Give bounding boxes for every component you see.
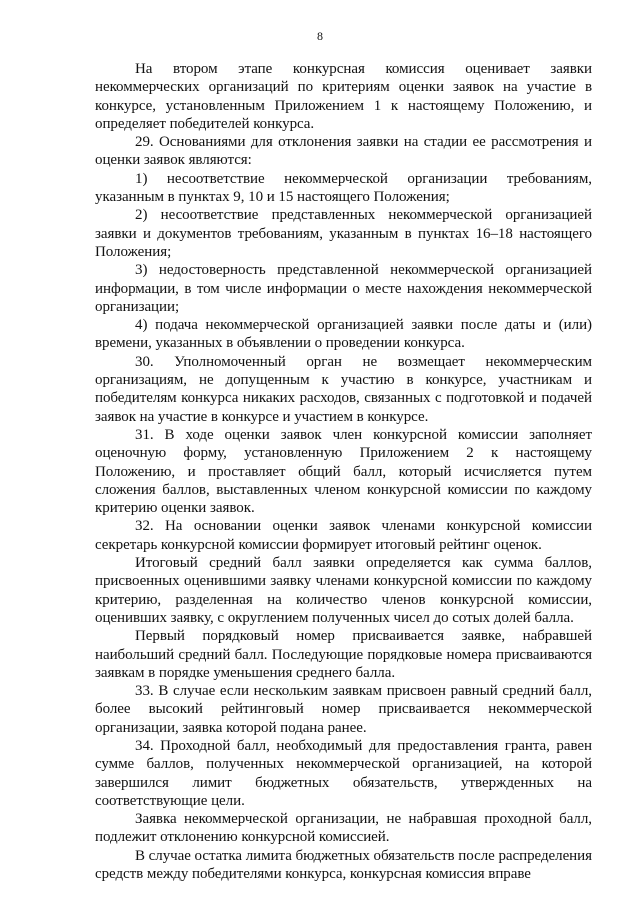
list-item: 2) несоответствие представленных некоммерческой организацией заявки и документов требованиям, указанным в пунктах 16–18 настоящего Положения; [95, 207, 592, 260]
page-number: 8 [317, 29, 323, 43]
paragraph: 34. Проходной балл, необходимый для предоставления гранта, равен сумме баллов, полученных некоммерческой организацией, на которой завершился лимит бюджетных обязательств, утвержденных на соответствующие цели. [95, 737, 592, 809]
paragraph: Итоговый средний балл заявки определяется как сумма баллов, присвоенных оценившими заявку членами конкурсной комиссии по каждому критерию, разделенная на количество членов конкурсной комиссии, оценивших заявку, с округлением полученных чисел до сотых долей балла. [95, 555, 592, 626]
list-item: 1) несоответствие некоммерческой организации требованиям, указанным в пунктах 9, 10 и 15 настоящего Положения; [95, 170, 592, 206]
paragraph: 30. Уполномоченный орган не возмещает некоммерческим организациям, не допущенным к участию в конкурсе, участникам и победителям конкурса никаких расходов, связанных с подготовкой и подачей заявок на участие в конкурсе и участием в конкурсе. [95, 353, 592, 425]
paragraph: 32. На основании оценки заявок членами конкурсной комиссии секретарь конкурсной комиссии формирует итоговый рейтинг оценок. [95, 518, 592, 553]
paragraph: 29. Основаниями для отклонения заявки на стадии ее рассмотрения и оценки заявок являются: [95, 134, 592, 169]
list-item: 3) недостоверность представленной некоммерческой организацией информации, в том числе информации о месте нахождения некоммерческой организации; [95, 262, 592, 315]
body-text [95, 60, 592, 883]
paragraph: Заявка некоммерческой организации, не набравшая проходной балл, подлежит отклонению конкурсной комиссией. [95, 811, 592, 846]
paragraph: 31. В ходе оценки заявок член конкурсной комиссии заполняет оценочную форму, установленную Приложением 2 к настоящему Положению, и проставляет общий балл, который исчисляется путем сложения баллов, выставленных членом конкурсной комиссии по каждому критерию оценки заявок. [95, 426, 592, 517]
paragraph: В случае остатка лимита бюджетных обязательств после распределения средств между победителями конкурса, конкурсная комиссия вправе [95, 847, 592, 883]
list-item: 4) подача некоммерческой организацией заявки после даты и (или) времени, указанных в объявлении о проведении конкурса. [95, 317, 592, 352]
paragraph: На втором этапе конкурсная комиссия оценивает заявки некоммерческих организаций по критериям оценки заявок на участие в конкурсе, установленным Приложением 1 к настоящему Положению, и определяет победителей конкурса. [95, 61, 592, 132]
paragraph: Первый порядковый номер присваивается заявке, набравшей наибольший средний балл. Последующие порядковые номера присваиваются заявкам в порядке уменьшения среднего балла. [95, 628, 592, 681]
paragraph: 33. В случае если нескольким заявкам присвоен равный средний балл, более высокий рейтинговый номер присваивается некоммерческой организации, заявка которой подана ранее. [95, 683, 592, 736]
